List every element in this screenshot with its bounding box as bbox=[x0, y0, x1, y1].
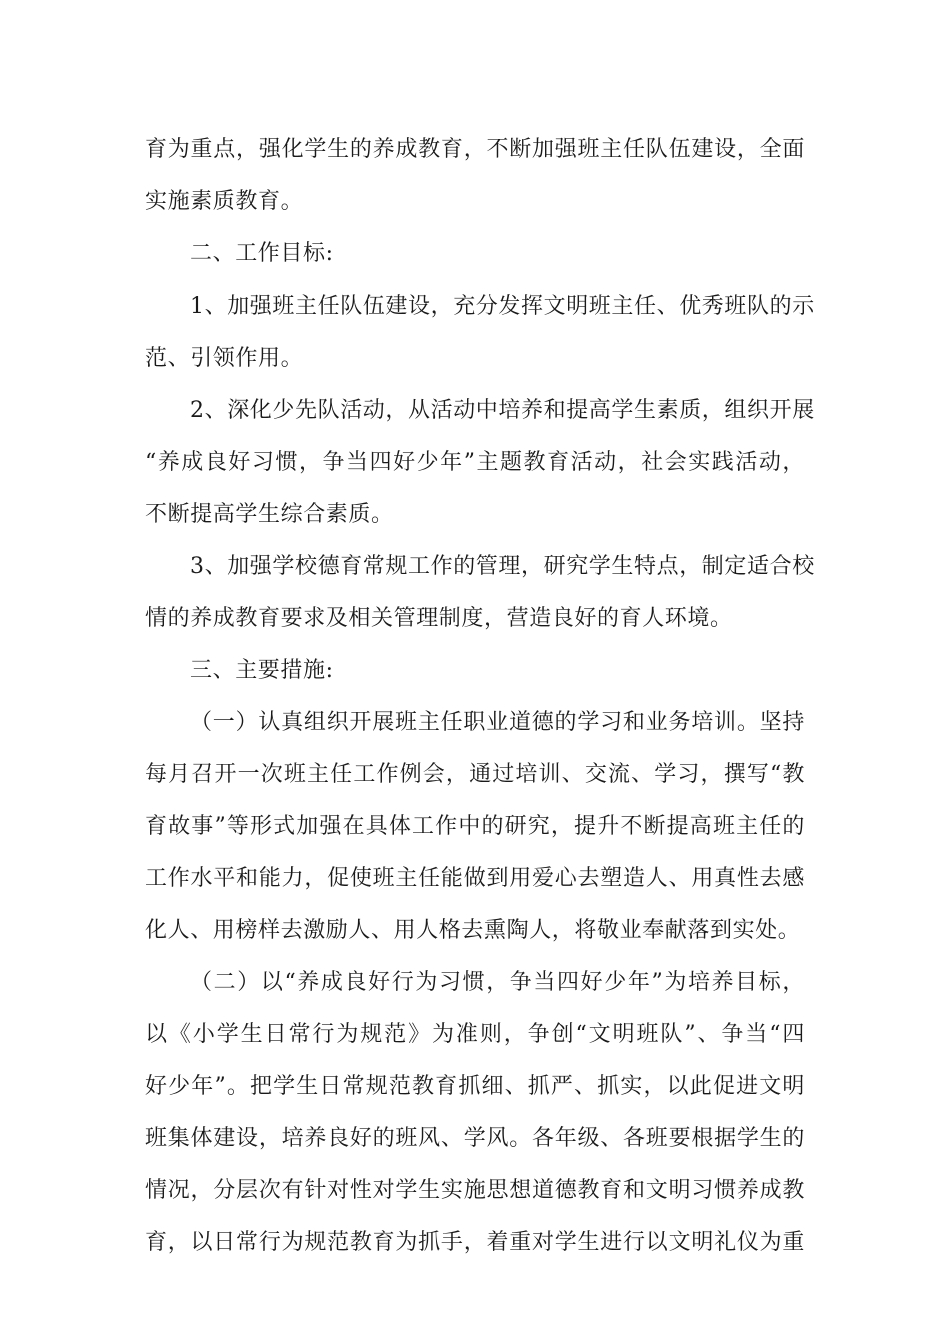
text-line: 2、深化少先队活动，从活动中培养和提高学生素质，组织开展 bbox=[190, 398, 815, 423]
text-line: 情的养成教育要求及相关管理制度，营造良好的育人环境。 bbox=[145, 606, 733, 631]
text-line: （一）认真组织开展班主任职业道德的学习和业务培训。坚持 bbox=[190, 710, 805, 735]
text-line: 好少年”。把学生日常规范教育抓细、抓严、抓实，以此促进文明 bbox=[145, 1074, 805, 1099]
text-line: 实施素质教育。 bbox=[145, 189, 304, 214]
text-line: 范、引领作用。 bbox=[145, 346, 304, 371]
text-line: （二）以“养成良好行为习惯，争当四好少年”为培养目标， bbox=[190, 970, 805, 995]
text-line: 以《小学生日常行为规范》为准则，争创“文明班队”、争当“四 bbox=[145, 1022, 805, 1047]
text-line: 3、加强学校德育常规工作的管理，研究学生特点，制定适合校 bbox=[190, 554, 815, 579]
text-line: 1、加强班主任队伍建设，充分发挥文明班主任、优秀班队的示 bbox=[190, 294, 815, 319]
section-heading: 三、主要措施: bbox=[190, 658, 334, 683]
text-line: 班集体建设，培养良好的班风、学风。各年级、各班要根据学生的 bbox=[145, 1126, 805, 1151]
text-line: 育故事”等形式加强在具体工作中的研究，提升不断提高班主任的 bbox=[145, 814, 805, 839]
section-heading: 二、工作目标: bbox=[190, 241, 334, 266]
text-line: 工作水平和能力，促使班主任能做到用爱心去塑造人、用真性去感 bbox=[145, 866, 805, 891]
text-line: 化人、用榜样去激励人、用人格去熏陶人，将敬业奉献落到实处。 bbox=[145, 918, 801, 943]
text-line: 育为重点，强化学生的养成教育，不断加强班主任队伍建设，全面 bbox=[145, 137, 805, 162]
text-line: 不断提高学生综合素质。 bbox=[145, 502, 394, 527]
text-line: 每月召开一次班主任工作例会，通过培训、交流、学习，撰写“教 bbox=[145, 762, 805, 787]
text-line: 育，以日常行为规范教育为抓手，着重对学生进行以文明礼仪为重 bbox=[145, 1230, 805, 1255]
text-line: 情况，分层次有针对性对学生实施思想道德教育和文明习惯养成教 bbox=[145, 1178, 805, 1203]
text-line: “养成良好习惯，争当四好少年”主题教育活动，社会实践活动， bbox=[145, 450, 805, 475]
